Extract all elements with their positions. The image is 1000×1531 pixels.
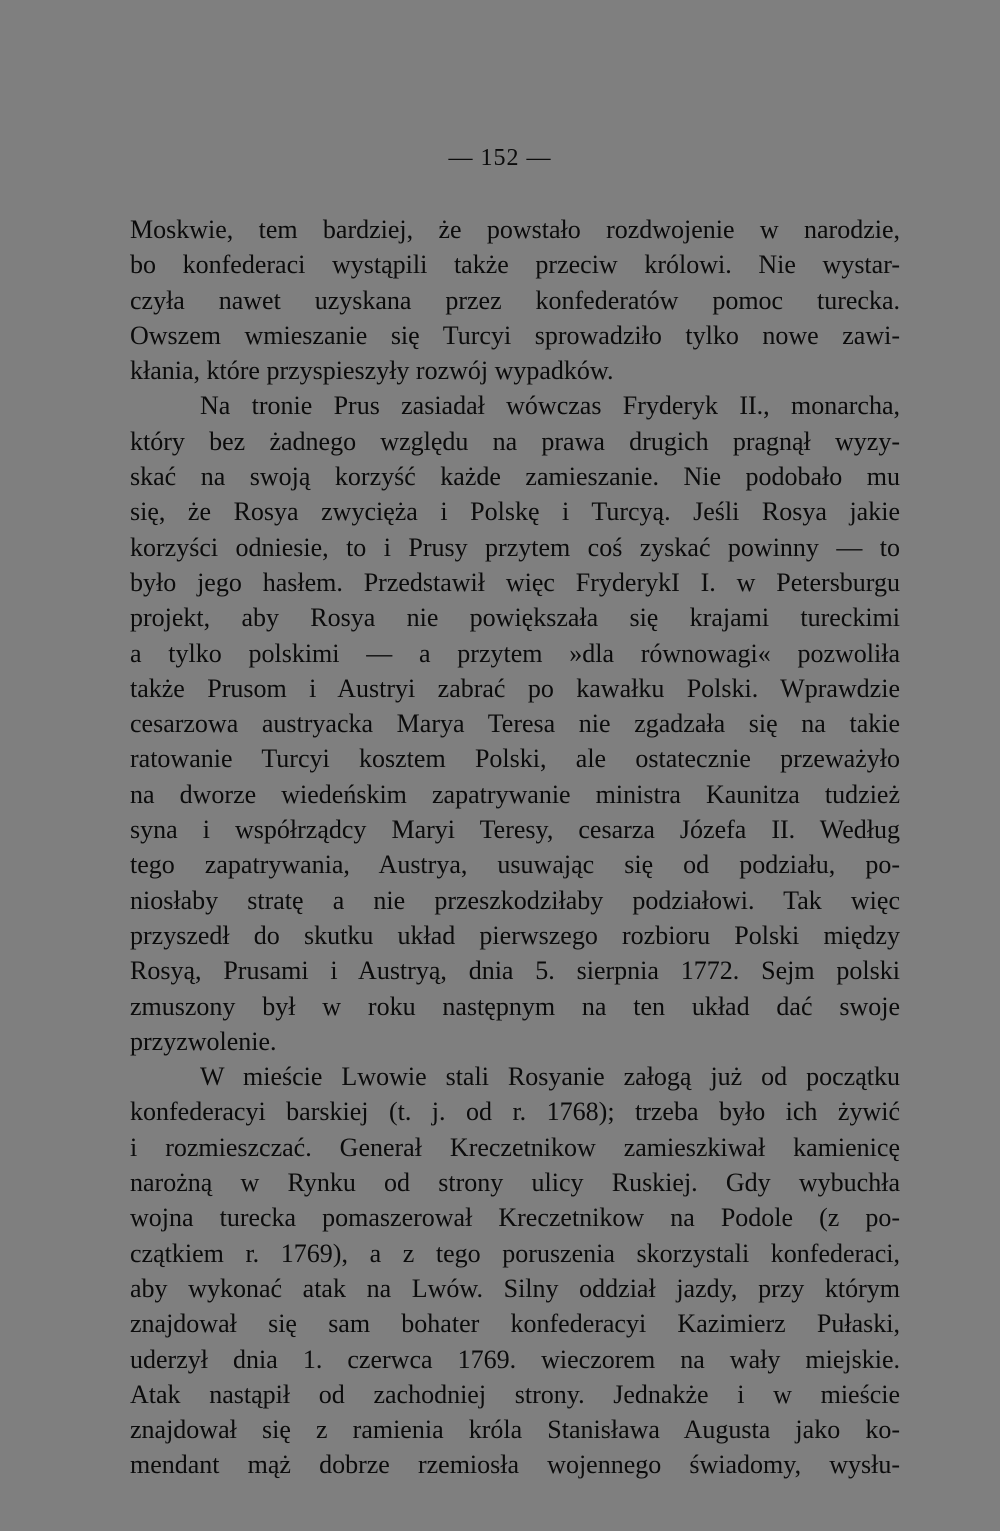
text-line: i rozmieszczać. Generał Kreczetnikow zamieszkiwał kamienicę: [130, 1132, 900, 1162]
text-line: było jego hasłem. Przedstawił więc FryderykI I. w Petersburgu: [130, 567, 900, 597]
text-line: aby wykonać atak na Lwów. Silny oddział jazdy, przy którym: [130, 1273, 900, 1303]
text-line: niosłaby stratę a nie przeszkodziłaby podziałowi. Tak więc: [130, 885, 900, 915]
text-line: zmuszony był w roku następnym na ten układ dać swoje: [130, 991, 900, 1021]
text-line: przyszedł do skutku układ pierwszego rozbioru Polski między: [130, 920, 900, 950]
text-line: Owszem wmieszanie się Turcyi sprowadziło tylko nowe zawi-: [130, 320, 900, 350]
text-line: czątkiem r. 1769), a z tego poruszenia skorzystali konfederaci,: [130, 1238, 900, 1268]
text-line: Moskwie, tem bardziej, że powstało rozdwojenie w narodzie,: [130, 215, 900, 244]
text-line: tego zapatrywania, Austrya, usuwając się od podziału, po-: [130, 850, 900, 880]
body-text: [130, 212, 900, 1483]
text-line: Atak nastąpił od zachodniej strony. Jednakże i w mieście: [130, 1379, 900, 1409]
text-line: cesarzowa austryacka Marya Teresa nie zgadzała się na takie: [130, 709, 900, 739]
text-line: W mieście Lwowie stali Rosyanie załogą już od początku: [200, 1062, 900, 1092]
text-line: projekt, aby Rosya nie powiększała się krajami tureckimi: [130, 603, 900, 633]
text-line: uderzył dnia 1. czerwca 1769. wieczorem na wały miejskie.: [130, 1344, 900, 1374]
text-line: także Prusom i Austryi zabrać po kawałku Polski. Wprawdzie: [130, 673, 900, 703]
text-line: a tylko polskimi — a przytem »dla równowagi« pozwoliła: [130, 638, 900, 668]
text-line: syna i współrządcy Maryi Teresy, cesarza Józefa II. Według: [130, 815, 900, 845]
text-line: ratowanie Turcyi kosztem Polski, ale ostatecznie przeważyło: [130, 744, 900, 774]
text-line: przyzwolenie.: [130, 1026, 277, 1056]
text-line: znajdował się sam bohater konfederacyi Kazimierz Pułaski,: [130, 1309, 900, 1339]
text-line: Rosyą, Prusami i Austryą, dnia 5. sierpnia 1772. Sejm polski: [130, 956, 900, 986]
text-line: kłania, które przyspieszyły rozwój wypadków.: [130, 356, 614, 386]
text-line: się, że Rosya zwycięża i Polskę i Turcyą. Jeśli Rosya jakie: [130, 497, 900, 527]
page-number: — 152 —: [448, 145, 552, 171]
text-line: mendant mąż dobrze rzemiosła wojennego świadomy, wysłu-: [130, 1450, 900, 1480]
text-line: wojna turecka pomaszerował Kreczetnikow na Podole (z po-: [130, 1203, 900, 1233]
text-line: konfederacyi barskiej (t. j. od r. 1768); trzeba było ich żywić: [130, 1097, 900, 1127]
text-line: który bez żadnego względu na prawa drugich pragnął wyzy-: [130, 426, 900, 456]
text-line: na dworze wiedeńskim zapatrywanie ministra Kaunitza tudzież: [130, 779, 900, 809]
text-line: korzyści odniesie, to i Prusy przytem coś zyskać powinny — to: [130, 532, 900, 562]
text-line: czyła nawet uzyskana przez konfederatów pomoc turecka.: [130, 285, 900, 315]
text-line: narożną w Rynku od strony ulicy Ruskiej. Gdy wybuchła: [130, 1168, 900, 1198]
text-line: znajdował się z ramienia króla Stanisława Augusta jako ko-: [130, 1415, 900, 1445]
text-line: Na tronie Prus zasiadał wówczas Fryderyk II., monarcha,: [200, 391, 900, 421]
text-line: skać na swoją korzyść każde zamieszanie. Nie podobało mu: [130, 462, 900, 492]
text-line: bo konfederaci wystąpili także przeciw królowi. Nie wystar-: [130, 250, 900, 280]
